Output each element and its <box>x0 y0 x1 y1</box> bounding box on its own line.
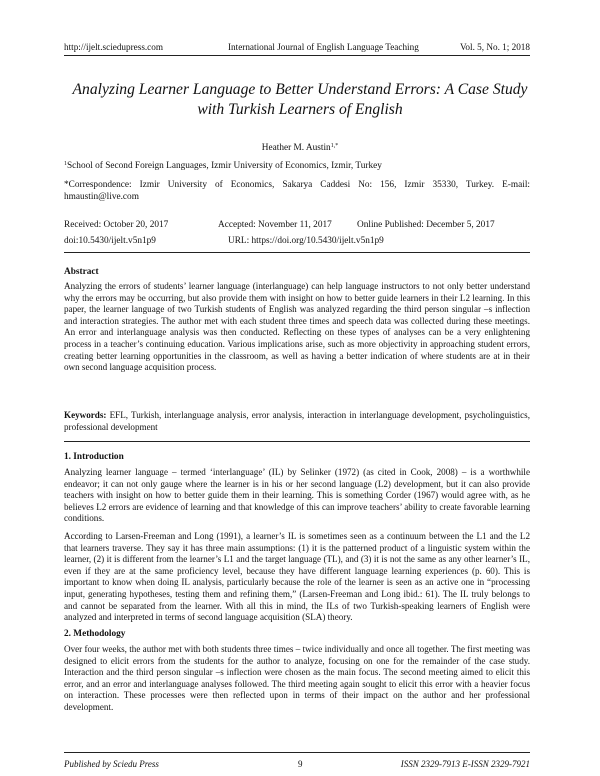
intro-paragraph-2: According to Larsen-Freeman and Long (1991), a learner’s IL is sometimes seen as a continuum between the L1 and the L2 that learners traverse. They say it has three main assumptions: (1) it is the patterned product of a linguistic system within the learner, (2) it is different from the learner’s L1 and the target language (TL), and (3) it is not the same as any other learner’s IL, even if they are at the same proficiency level, because they have different language learning experiences (p. 60). This is important to know when doing IL analysis, particularly because the role of the learner is seen as an active one in “processing input, generating hypotheses, testing them and refining them,” (Larsen-Freeman and Long ibid.: 61). The IL truly belongs to and cannot be separated from the learner. With all this in mind, the ILs of two Turkish-speaking learners of English were analyzed and interpreted in terms of second language acquisition (SLA) theory. <box>64 531 530 623</box>
title-line-2: with Turkish Learners of English <box>197 101 403 118</box>
dates-rule <box>64 252 530 253</box>
keywords-label: Keywords: <box>64 410 107 420</box>
header-url: http://ijelt.sciedupress.com <box>64 42 164 52</box>
methodology-heading: 2. Methodology <box>64 629 126 639</box>
author-sup: 1,* <box>330 143 339 149</box>
abstract-rule <box>64 441 530 442</box>
footer-publisher: Published by Sciedu Press <box>64 759 159 769</box>
correspondence-line-1: *Correspondence: Izmir University of Economics, Sakarya Caddesi No: 156, Izmir 35330, Turkey. E-mail: <box>64 180 530 190</box>
paper-title <box>60 80 540 120</box>
affiliation-text: School of Second Foreign Languages, Izmir University of Economics, Izmir, Turkey <box>67 161 382 171</box>
affiliation-sup: 1 <box>64 161 67 167</box>
title-line-1: Analyzing Learner Language to Better Understand Errors: A Case Study <box>72 81 528 98</box>
footer-rule <box>64 752 530 753</box>
author-line <box>0 143 600 155</box>
page-number: 9 <box>298 759 303 769</box>
received-date: Received: October 20, 2017 <box>64 220 169 230</box>
affiliation <box>64 161 530 173</box>
intro-paragraph-1: Analyzing learner language – termed ‘interlanguage’ (IL) by Selinker (1972) (as cited in Cook, 2008) – is a worthwhile endeavor; it can not only gauge where the learner is in his or her second language (L2) development, but it can also provide teachers with insight on how to better guide them in their learning. This is something Corder (1967) would agree with, as he believes L2 errors are evidence of learning and that knowledge of this can improve teachers’ ability to create favorable learning conditions. <box>64 467 530 524</box>
abstract-text: Analyzing the errors of students’ learner language (interlanguage) can help language instructors to not only better understand why the errors may be occurring, but also provide them with insight on how to better guide learners in their L2 learning. In this paper, the learner language of two Turkish students of English was analyzed regarding the third person singular –s inflection and interaction strategies. The author met with each student three times and speech data was collected during these meetings. An error and interlanguage analysis was then conducted. Reflecting on these types of analyses can be a very enlightening process in a teacher’s continuing education. Various implications arise, such as more objectivity in approaching student errors, creating better learning opportunities in the classroom, as well as having a better indication of where students are at in their own second language acquisition process. <box>64 281 530 373</box>
published-date: Online Published: December 5, 2017 <box>357 220 495 230</box>
intro-heading: 1. Introduction <box>64 452 124 462</box>
doi: doi:10.5430/ijelt.v5n1p9 <box>64 236 156 246</box>
header-journal: International Journal of English Language Teaching <box>228 42 419 52</box>
doi-url[interactable]: URL: https://doi.org/10.5430/ijelt.v5n1p9 <box>228 236 384 246</box>
header-rule <box>64 55 530 56</box>
accepted-date: Accepted: November 11, 2017 <box>218 220 332 230</box>
keywords <box>64 410 530 433</box>
header-volume: Vol. 5, No. 1; 2018 <box>459 42 530 52</box>
methodology-paragraph: Over four weeks, the author met with both students three times – twice individually and once all together. The first meeting was designed to elicit errors from the students for the author to analyze, focusing on one for the remainder of the case study. Interaction and the third person singular –s inflection were chosen as the main focus. The second meeting aimed to elicit this error, and an error and interlanguage analyses followed. The third meeting again sought to elicit this error with a heavier focus on interaction. These processes were then reflected upon in terms of their impact on the author and her professional development. <box>64 644 530 712</box>
abstract-heading: Abstract <box>64 267 99 277</box>
keywords-text: EFL, Turkish, interlanguage analysis, error analysis, interaction in interlanguage development, psycholinguistics, professional development <box>64 410 530 432</box>
correspondence-email[interactable]: hmaustin@live.com <box>64 192 139 202</box>
author-name: Heather M. Austin <box>261 143 331 153</box>
footer-issn: ISSN 2329-7913 E-ISSN 2329-7921 <box>400 759 530 769</box>
